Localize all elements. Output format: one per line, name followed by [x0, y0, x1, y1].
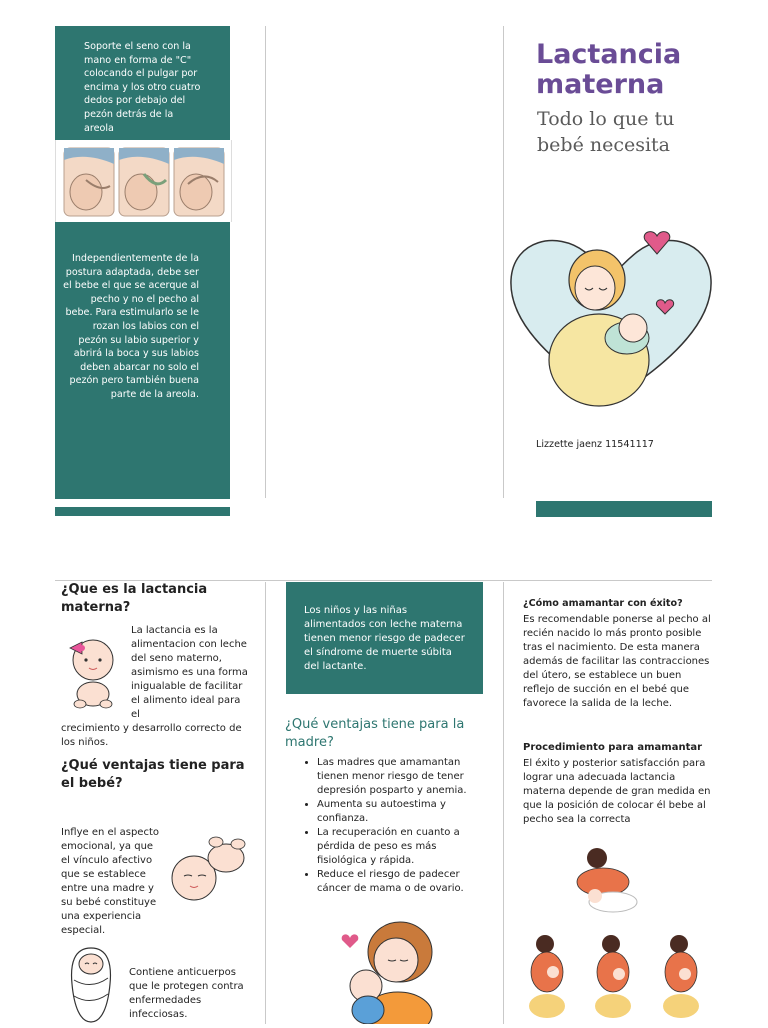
tip-text-latch: Independientemente de la postura adaptada, debe ser el bebe el que se acerque al pecho y no el pecho al bebe. Para estimularlo se le rozan los labios con el pezón su labio superior y abrirá la boca y sus labios deben abarcar no solo el pezón pero también buena parte de la areola. — [63, 253, 199, 400]
crawling-baby-icon — [166, 832, 252, 912]
para-what-is-wrap: La lactancia es la alimentacion con leche del seno materno, asimismo es una forma inigualable de facilitar el alimento ideal para el — [131, 625, 248, 720]
cover-title — [536, 40, 736, 100]
heading-how-to: ¿Cómo amamantar con éxito? — [523, 598, 683, 609]
para-emotional: Inflye en el aspecto emocional, ya que el vínculo afectivo que se establece entre una madre y su bebé constituye una experiencia especial. — [61, 827, 159, 936]
heading-procedure: Procedimiento para amamantar — [523, 742, 703, 753]
cover-subtitle — [537, 106, 737, 158]
swaddled-baby-icon — [66, 944, 116, 1024]
mother-benefit-item: • Aumenta su autoestima y confianza. — [317, 798, 474, 826]
para-how-to: Es recomendable ponerse al pecho al recién nacido lo más pronto posible tras el nacimiento. De esta manera además de facilitar las contracciones del útero, se establece un buen reflejo de succión en el bebé que favorece la salida de la leche. — [523, 614, 711, 709]
teal-bar-left — [55, 507, 230, 516]
tip-box-latch — [55, 222, 230, 499]
breast-hold-photo — [55, 140, 232, 222]
mother-benefit-item: • La recuperación en cuanto a pérdida de peso es más fisiológica y rápida. — [317, 826, 474, 868]
mother-baby-heart-illustration — [507, 210, 715, 410]
teal-bar-right — [536, 501, 712, 517]
mother-benefit-item: • Las madres que amamantan tienen menor riesgo de tener depresión posparto y anemia. — [317, 756, 474, 798]
tip-box-breast-hold — [55, 26, 230, 140]
cover-subtitle-line2: bebé necesita — [537, 134, 671, 156]
info-text-sids: Los niños y las niñas alimentados con leche materna tienen menor riesgo de padecer el síndrome de muerte súbita del lactante. — [304, 605, 465, 672]
breastfeeding-positions-icon — [515, 840, 715, 1024]
heading-what-is: ¿Que es la lactancia materna? — [61, 582, 208, 615]
para-antibodies: Contiene anticuerpos que le protegen contra enfermedades infecciosas. — [129, 967, 244, 1020]
author-line: Lizzette jaenz 11541117 — [536, 439, 654, 450]
heading-baby-benefits: ¿Qué ventajas tiene para el bebé? — [61, 758, 245, 791]
baby-bow-icon — [62, 630, 124, 710]
mother-hugging-baby-icon — [332, 918, 442, 1024]
cover-title-line1: Lactancia — [536, 39, 682, 70]
para-what-is-tail: crecimiento y desarrollo correcto de los niños. — [61, 723, 242, 748]
para-procedure: El éxito y posterior satisfacción para lograr una adecuada lactancia materna depende de gran medida en que la posición de colocar él bebe al pecho sea la correcta — [523, 758, 711, 825]
divider-p1-a — [265, 26, 266, 498]
mother-benefit-item: • Reduce el riesgo de padecer cáncer de mama o de ovario. — [317, 868, 474, 896]
cover-title-line2: materna — [536, 69, 665, 100]
heading-mother-benefits: ¿Qué ventajas tiene para la madre? — [285, 717, 465, 750]
divider-p2-a — [265, 582, 266, 1024]
divider-p2-b — [503, 582, 504, 1024]
tip-text-breast-hold: Soporte el seno con la mano en forma de "C" colocando el pulgar por encima y los otro cuatro dedos por debajo del pezón detrás de la areola — [84, 41, 201, 134]
divider-p1-b — [503, 26, 504, 498]
cover-subtitle-line1: Todo lo que tu — [537, 108, 675, 130]
info-box-sids — [286, 582, 483, 694]
mother-benefits-list — [299, 756, 474, 896]
